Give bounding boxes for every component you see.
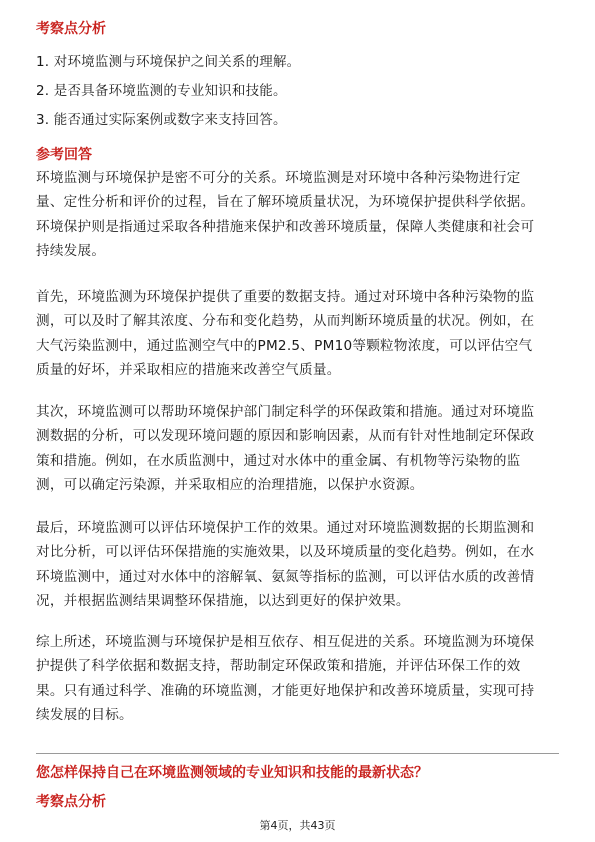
text-line: 其次，环境监测可以帮助环境保护部门制定科学的环保政策和措施。通过对环境监 [36,404,535,420]
text-line: 续发展的目标。 [36,706,133,723]
text-line: 大气污染监测中，通过监测空气中的PM2.5、PM10等颗粒物浓度，可以评估空气 [36,337,533,354]
answer-paragraph-1 [36,166,561,263]
answer-paragraph-2 [36,285,561,382]
text-line: 环境保护则是指通过采取各种措施来保护和改善环境质量，保障人类健康和社会可 [36,218,535,235]
text-line: 持续发展。 [36,242,106,259]
answer-paragraph-3 [36,400,561,497]
text-line: 果。只有通过科学、准确的环境监测，才能更好地保护和改善环境质量，实现可持 [36,682,535,699]
text-line: 况，并根据监测结果调整环保措施，以达到更好的保护效果。 [36,592,410,609]
text-line: 首先，环境监测为环境保护提供了重要的数据支持。通过对环境中各种污染物的监 [36,289,535,305]
next-question: 您怎样保持自己在环境监测领域的专业知识和技能的最新状态？ [36,765,428,781]
text-line: 测数据的分析，可以发现环境问题的原因和影响因素，从而有针对性地制定环保政 [36,428,535,445]
analysis-item-3: 3. 能否通过实际案例或数字来支持回答。 [36,112,287,128]
page-number: 第4页，共43页 [259,819,336,832]
text-line: 护提供了科学依据和数据支持，帮助制定环保政策和措施，并评估环保工作的效 [36,658,521,675]
analysis-heading: 考察点分析 [36,21,106,37]
analysis-item-1: 1. 对环境监测与环境保护之间关系的理解。 [36,54,301,70]
text-line: 对比分析，可以评估环保措施的实施效果，以及环境质量的变化趋势。例如，在水 [36,544,535,561]
text-line: 质量的好坏，并采取相应的措施来改善空气质量。 [36,361,341,378]
text-line: 量、定性分析和评价的过程，旨在了解环境质量状况，为环境保护提供科学依据。 [36,194,535,211]
answer-heading: 参考回答 [36,147,92,163]
text-line: 最后，环境监测可以评估环境保护工作的效果。通过对环境监测数据的长期监测和 [36,520,535,536]
text-line: 测，可以确定污染源，并采取相应的治理措施，以保护水资源。 [36,476,424,493]
analysis-item-2: 2. 是否具备环境监测的专业知识和技能。 [36,83,287,99]
analysis-heading-2: 考察点分析 [36,794,106,810]
text-line: 测，可以及时了解其浓度、分布和变化趋势，从而判断环境质量的状况。例如，在 [36,313,535,330]
text-line: 环境监测中，通过对水体中的溶解氧、氨氮等指标的监测，可以评估水质的改善情 [36,568,535,585]
text-line: 综上所述，环境监测与环境保护是相互依存、相互促进的关系。环境监测为环境保 [36,634,535,650]
section-divider [36,753,559,754]
answer-paragraph-5 [36,630,561,727]
text-line: 策和措施。例如，在水质监测中，通过对水体中的重金属、有机物等污染物的监 [36,452,521,469]
text-line: 环境监测与环境保护是密不可分的关系。环境监测是对环境中各种污染物进行定 [36,170,521,186]
answer-paragraph-4 [36,516,561,613]
